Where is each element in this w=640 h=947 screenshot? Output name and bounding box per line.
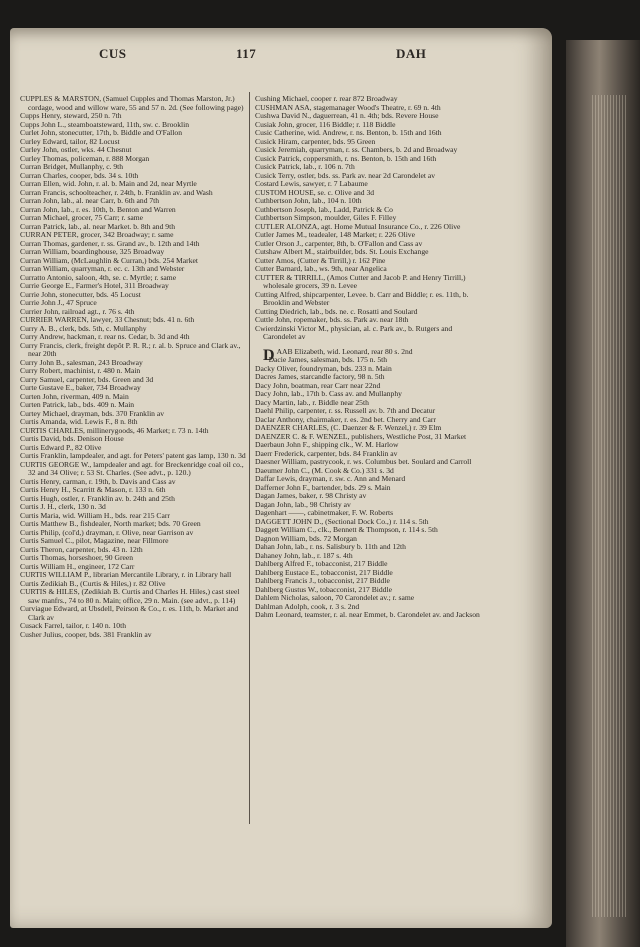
directory-entry: Cupps John L., steamboatsteward, 11th, sw. c. Brooklin — [20, 119, 190, 129]
directory-entry: Dagenhart ——, cabinetmaker, F. W. Roberts — [255, 508, 394, 517]
left-column — [20, 95, 248, 639]
directory-entry: Curran Ellen, wid. John, r. al. b. Main and 2d, near Myrtle — [20, 179, 197, 188]
directory-entry: Curran Charles, cooper, bds. 34 s. 10th — [20, 170, 139, 180]
directory-entry: Dahlberg Alfred F., tobacconist, 217 Biddle — [255, 559, 388, 568]
directory-entry: Curten Patrick, lab., bds. 409 n. Main — [20, 400, 135, 409]
directory-entry: Cusack Farrel, tailor, r. 140 n. 10th — [20, 621, 126, 630]
page-number: 117 — [236, 46, 257, 61]
directory-entry: Cusick Terry, ostler, bds. ss. Park av. near 2d Carondelet av — [255, 170, 436, 180]
directory-entry: Curtey Michael, drayman, bds. 370 Franklin av — [20, 408, 165, 418]
directory-entry: Currie John J., 47 Spruce — [20, 298, 97, 307]
directory-entry: Curley Edward, tailor, 82 Locust — [20, 136, 120, 146]
directory-entry: CURTIS WILLIAM P., librarian Mercantile Library, r. in Library hall — [20, 570, 232, 579]
directory-entry: Curran Thomas, gardener, r. ss. Grand av., b. 12th and 14th — [20, 238, 200, 248]
directory-entry: Dahlberg Gustus W., tobacconist, 217 Biddle — [255, 584, 392, 594]
directory-entry: Curten John, riverman, 409 n. Main — [20, 391, 129, 401]
directory-entry: Daclar Anthony, chairmaker, r. es. 2nd bet. Cherry and Carr — [255, 414, 436, 424]
directory-entry: Cutting Alfred, shipcarpenter, Levee. b. Carr and Biddle; r. es. 11th, b. Brooklin and Webster — [255, 289, 469, 307]
directory-entry: Dahaney John, lab., r. 187 s. 4th — [255, 550, 353, 560]
directory-entry: Curtis Edward P., 82 Olive — [20, 442, 102, 452]
directory-entry: Curtis Amanda, wid. Lewis F., 8 n. 8th — [20, 417, 138, 426]
directory-entry: CURRIER WARREN, lawyer, 33 Chesnut; bds. 41 n. 6th — [20, 315, 195, 324]
directory-entry: Cutter Amos, (Cutter & Tirrill,) r. 162 Pine — [255, 255, 386, 265]
book-page-edges — [566, 40, 640, 947]
directory-entry: Cuthbertson John, lab., 104 n. 10th — [255, 196, 362, 205]
directory-entry: Curtis Zedikiah B., (Curtis & Hiles,) r. 82 Olive — [20, 578, 166, 588]
directory-entry: Curry A. B., clerk, bds. 5th, c. Mullanphy — [20, 323, 147, 333]
directory-entry: CUSHMAN ASA, stagemanager Wood's Theatre, r. 69 n. 4th — [255, 102, 441, 112]
directory-entry: Curviague Edward, at Ubsdell, Peirson & Co., r. es. 11th, b. Market and Clark av — [20, 604, 239, 622]
directory-entry: Cupps Henry, steward, 250 n. 7th — [20, 111, 122, 120]
directory-entry: Dagan John, lab., 98 Christy av — [255, 499, 351, 509]
directory-entry: Daffar Lewis, drayman, r. sw. c. Ann and Menard — [255, 474, 406, 483]
directory-entry: Cushwa David N., daguerrean, 41 n. 4th; bds. Revere House — [255, 111, 439, 120]
directory-entry: Dacy Martin, lab., r. Biddle near 25th — [255, 397, 369, 407]
directory-entry: Dahlman Adolph, cook, r. 3 s. 2nd — [255, 601, 360, 611]
column-divider — [249, 92, 250, 824]
directory-entry: Cusick Patrick, coppersmith, r. ns. Benton, b. 15th and 16th — [255, 153, 437, 163]
directory-entry: Dahlberg Francis J., tobacconist, 217 Biddle — [255, 576, 390, 585]
directory-entry: Curtis Philip, (col'd,) drayman, r. Olive, near Garrison av — [20, 527, 194, 537]
directory-entry: Curry Andrew, hackman, r. rear ns. Cedar, b. 3d and 4th — [20, 332, 190, 341]
directory-entry: Dafferner John F., bartender, bds. 29 s. Main — [255, 482, 391, 492]
directory-entry: Currier John, railroad agt., r. 76 s. 4th — [20, 306, 135, 316]
directory-entry: CUPPLES & MARSTON, (Samuel Cupples and Thomas Marston, Jr.) cordage, wood and willow ware, 55 and 57 n. 2d. (See following page) — [20, 94, 244, 112]
directory-entry: Curran John, lab., al. near Carr, b. 6th and 7th — [20, 196, 160, 205]
drop-cap: D — [263, 346, 275, 364]
directory-entry: Cushing Michael, cooper r. rear 872 Broadway — [255, 94, 398, 103]
directory-entry: Cusick Patrick, lab., r. 106 n. 7th — [255, 162, 355, 171]
directory-entry: Cusiak John, grocer, 116 Biddle; r. 118 Biddle — [255, 119, 396, 129]
directory-entry: Currie George E., Farmer's Hotel, 311 Broadway — [20, 281, 169, 290]
directory-entry: Curtis Maria, wid. William H., bds. rear 215 Carr — [20, 510, 170, 520]
directory-entry: Curry Robert, machinist, r. 480 n. Main — [20, 366, 141, 375]
directory-entry: Curtis Hugh, ostler, r. Franklin av. b. 24th and 25th — [20, 493, 175, 503]
directory-entry: Curran Michael, grocer, 75 Carr; r. same — [20, 213, 144, 222]
directory-entry: Currie John, stonecutter, bds. 45 Locust — [20, 289, 141, 299]
directory-entry: Curran William, (McLaughlin & Curran,) bds. 254 Market — [20, 255, 198, 265]
directory-entry: Curran William, boardinghouse, 325 Broadway — [20, 247, 165, 256]
directory-entry: Cusic Catherine, wid. Andrew, r. ns. Benton, b. 15th and 16th — [255, 128, 442, 137]
directory-entry: Curtis William H., engineer, 172 Carr — [20, 561, 135, 571]
directory-entry: Daehl Philip, carpenter, r. ss. Russell av. b. 7th and Decatur — [255, 406, 436, 415]
directory-entry: CUSTOM HOUSE, se. c. Olive and 3d — [255, 187, 375, 197]
directory-entry: Cutler Orson J., carpenter, 8th, b. O'Fallon and Cass av — [255, 238, 423, 248]
directory-entry: Daesner William, pastrycook, r. ws. Columbus bet. Soulard and Carroll — [255, 457, 472, 466]
directory-entry: Dagnon William, bds. 72 Morgan — [255, 533, 357, 543]
directory-entry: Cusher Julius, cooper, bds. 381 Franklin av — [20, 629, 152, 639]
directory-entry: CURTIS & HILES, (Zedikiah B. Curtis and Charles H. Hiles,) cast steel saw manfrs., 74 to 80 n. Main; office, 29 n. Main. (see advt., p. 114) — [20, 587, 240, 605]
directory-entry: Cuthbertson Simpson, moulder, Giles F. Filley — [255, 213, 397, 222]
directory-entry: Dacres James, starcandle factory, 98 n. 5th — [255, 372, 385, 381]
directory-entry: Daggett William C., clk., Bennett & Thompson, r. 114 s. 5th — [255, 525, 438, 534]
directory-entry: DAENZER C. & F. WENZEL, publishers, Westliche Post, 31 Market — [255, 431, 467, 441]
directory-entry: Curtis David, bds. Denison House — [20, 434, 124, 443]
directory-entry: CUTLER ALONZA, agt. Home Mutual Insurance Co., r. 226 Olive — [255, 221, 461, 231]
directory-entry: Dacky Oliver, foundryman, bds. 233 n. Main — [255, 363, 392, 373]
directory-entry: Curratto Antonio, saloon, 4th, se. c. Myrtle; r. same — [20, 272, 177, 282]
directory-entry: Curtis J. H., clerk, 130 n. 3d — [20, 502, 106, 511]
page-stack-lines — [592, 95, 626, 917]
directory-entry: Curran Francis, schoolteacher, r. 24th, b. Franklin av. and Wash — [20, 187, 213, 197]
entry-text: AAB Elizabeth, wid. Leonard, rear 80 s. 2nd — [276, 346, 413, 356]
header-right-guide-word: DAH — [396, 46, 427, 61]
directory-entry: Cutter Barnard, lab., ws. 9th, near Angelica — [255, 264, 387, 273]
directory-entry: Curley Thomas, policeman, r. 888 Morgan — [20, 153, 150, 163]
directory-entry: Curtis Samuel C., pilot, Magazine, near Fillmore — [20, 536, 169, 545]
header-left-guide-word: CUS — [99, 46, 127, 61]
directory-entry: Curry John B., salesman, 243 Broadway — [20, 357, 143, 367]
directory-entry: Curran William, quarryman, r. ec. c. 13th and Webster — [20, 264, 185, 273]
directory-entry: Cwierdzinski Victor M., physician, al. c. Park av., b. Rutgers and Carondelet av — [255, 323, 453, 341]
directory-entry: CURTIS GEORGE W., lampdealer and agt. for Breckenridge coal oil co., 32 and 34 Olive; r. 53 St. Charles. (See advt., p. 120.) — [20, 459, 244, 477]
directory-entry: CUTTER & TIRRILL, (Amos Cutter and Jacob P. and Henry Tirrill,) wholesale grocers, 39 n. Levee — [255, 272, 466, 290]
right-column — [255, 95, 483, 620]
directory-entry: Curlet John, stonecutter, 17th, b. Biddle and O'Fallon — [20, 128, 182, 137]
directory-entry: CURTIS CHARLES, millinerygoods, 46 Market; r. 73 n. 14th — [20, 425, 209, 435]
directory-entry: Curtis Theron, carpenter, bds. 43 n. 12th — [20, 544, 143, 554]
directory-entry: Curtis Henry, carman, r. 19th, b. Davis and Cass av — [20, 476, 176, 486]
directory-entry: Dacie James, salesman, bds. 175 n. 5th — [268, 355, 388, 364]
directory-entry: Daerr Frederick, carpenter, bds. 84 Franklin av — [255, 448, 398, 458]
directory-entry: Dahm Leonard, teamster, r. al. near Emmet, b. Carondelet av. and Jackson — [255, 610, 480, 619]
directory-entry: Cutting Diedrich, lab., bds. ne. c. Rosatti and Soulard — [255, 306, 418, 316]
directory-entry: Dahlberg Eustace E., tobacconist, 217 Biddle — [255, 567, 393, 577]
directory-entry: Dahlem Nicholas, saloon, 70 Carondelet av.; r. same — [255, 593, 415, 602]
directory-entry: Curry Samuel, carpenter, bds. Green and 3d — [20, 374, 154, 384]
directory-entry: DAENZER CHARLES, (C. Daenzer & F. Wenzel,) r. 39 Elm — [255, 423, 442, 432]
directory-entry: Curran John, lab., r. es. 10th, b. Benton and Warren — [20, 204, 176, 214]
directory-entry: Cusick Jeremiah, quarryman, r. ss. Chambers, b. 2d and Broadway — [255, 145, 458, 154]
directory-entry: Cuttle John, ropemaker, bds. ss. Park av. near 18th — [255, 315, 409, 324]
directory-entry: Curte Gustave E., baker, 734 Broadway — [20, 383, 141, 392]
directory-entry: Cusick Hiram, carpenter, bds. 95 Green — [255, 136, 376, 146]
directory-entry: Cutler James M., teadealer, 148 Market; r. 226 Olive — [255, 230, 415, 239]
directory-entry: Cutshaw Albert M., stairbuilder, bds. St. Louis Exchange — [255, 247, 429, 256]
directory-entry: Curley John, ostler, wks. 44 Chesnut — [20, 145, 132, 154]
directory-entry: Curtis Thomas, horseshoer, 90 Green — [20, 553, 134, 562]
directory-entry: Daerbaun John F., shipping clk., W. M. Harlow — [255, 440, 399, 449]
directory-entry: Curran Patrick, lab., al. near Market. b. 8th and 9th — [20, 221, 175, 231]
directory-entry: Curtis Henry H., Scarritt & Mason, r. 133 n. 6th — [20, 485, 166, 494]
directory-entry: Curtis Franklin, lampdealer, and agt. for Peters' patent gas lamp, 130 n. 3d — [20, 451, 246, 460]
directory-entry: Curry Francis, clerk, freight depôt P. R. R.; r. al. b. Spruce and Clark av., near 20th — [20, 340, 241, 358]
directory-entry: Dacy John, lab., 17th b. Cass av. and Mullanphy — [255, 389, 402, 398]
directory-entry: DAGGETT JOHN D., (Sectional Dock Co.,) r. 114 s. 5th — [255, 516, 429, 526]
directory-entry: Dahan John, lab., r. ns. Salisbury b. 11th and 12th — [255, 542, 406, 551]
directory-entry: Curtis Matthew B., fishdealer, North market; bds. 70 Green — [20, 519, 201, 528]
directory-entry: Cuthbertson Joseph, lab., Ladd, Patrick & Co — [255, 204, 393, 214]
directory-entry: Dacy John, boatman, rear Carr near 22nd — [255, 380, 381, 390]
directory-entry: CURRAN PETER, grocer, 342 Broadway; r. same — [20, 230, 174, 239]
directory-entry: Dagan James, baker, r. 98 Christy av — [255, 491, 367, 500]
directory-entry: Daeumer John C., (M. Cook & Co.) 331 s. 3d — [255, 465, 394, 475]
directory-entry: Costard Lewis, sawyer, r. 7 Labaume — [255, 179, 368, 188]
directory-entry: Curran Bridget, Mullanphy, c. 9th — [20, 162, 124, 171]
running-header — [14, 44, 538, 64]
